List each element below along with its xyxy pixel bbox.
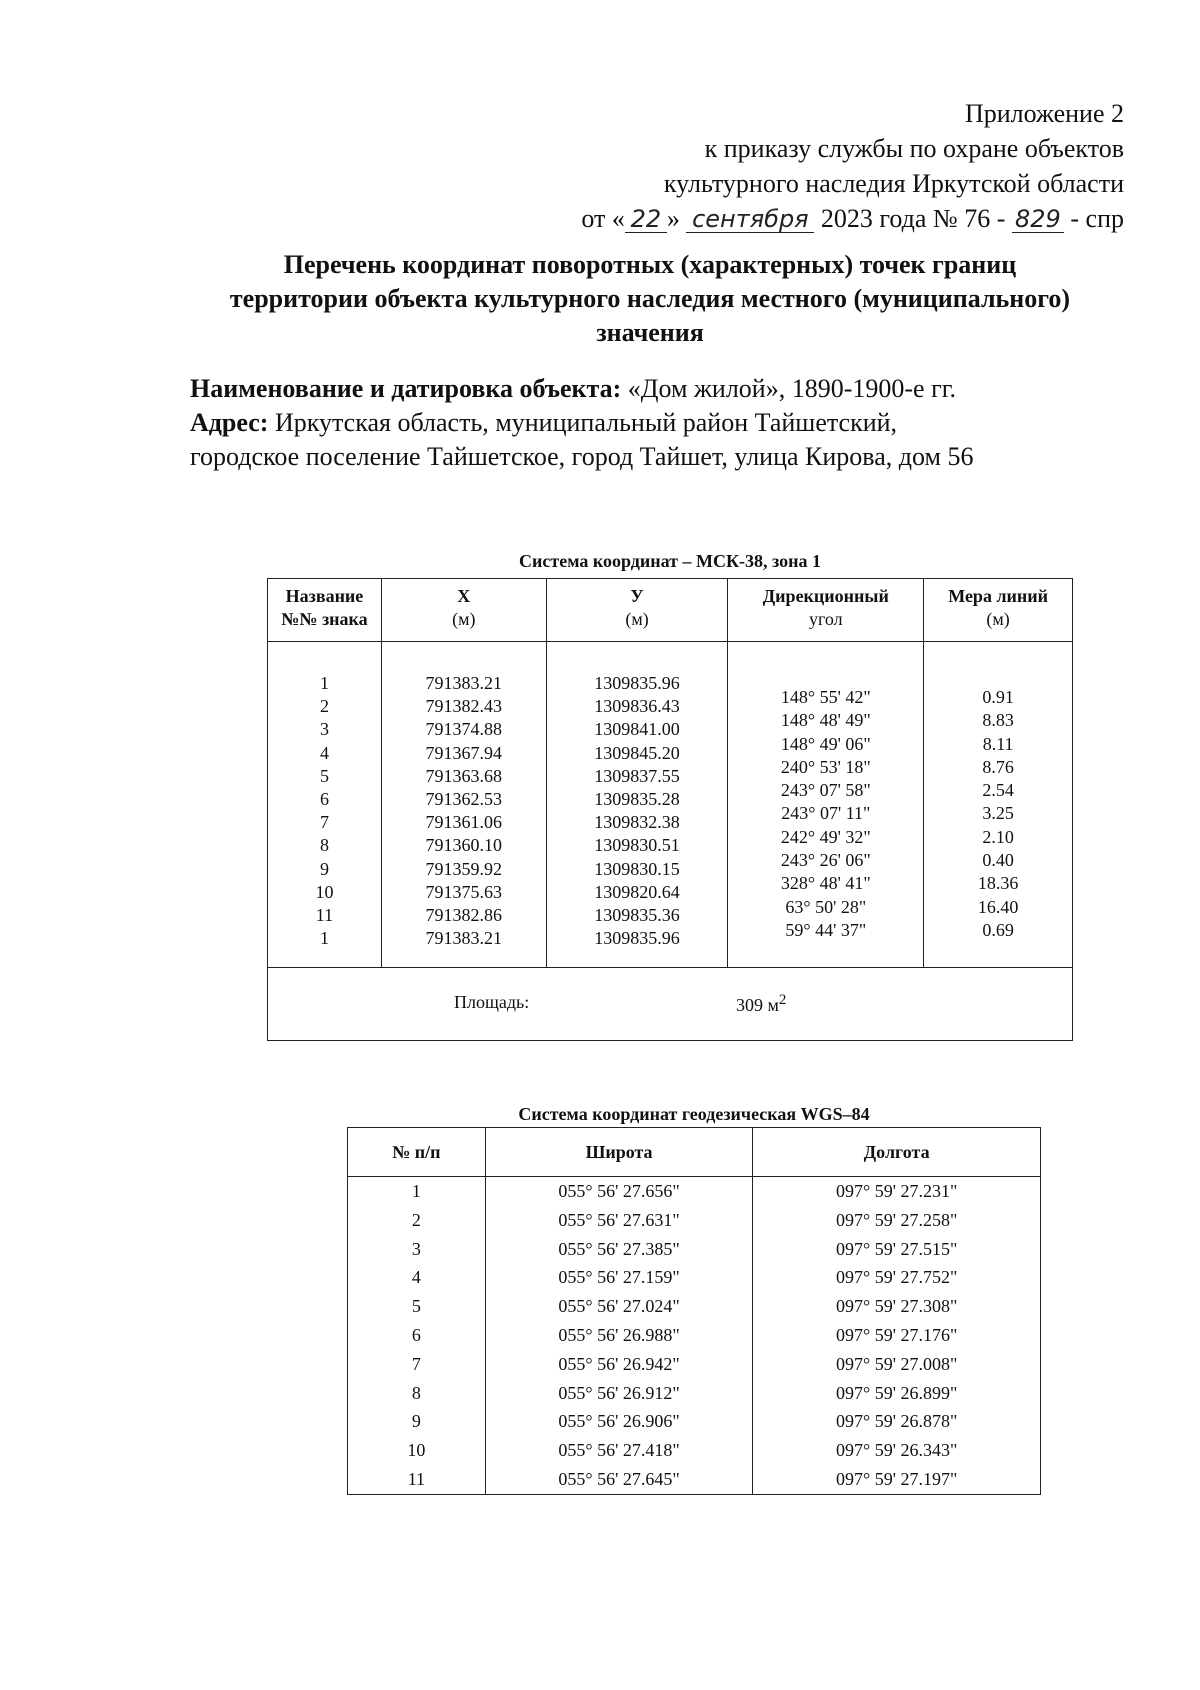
latitude-cell: 055° 56' 27.645" — [485, 1465, 753, 1494]
order-number-handwritten: 829 — [1012, 206, 1064, 233]
row-number-cell: 10 — [348, 1436, 486, 1465]
y-coordinate-cell: 1309830.51 — [594, 835, 680, 856]
point-number-cell: 6 — [319, 789, 329, 810]
x-coordinate-cell: 791361.06 — [425, 812, 503, 833]
header-latitude: Широта — [485, 1128, 753, 1177]
date-prefix: от « — [581, 204, 625, 233]
direction-angle-cell: 328° 48' 41" — [780, 873, 871, 894]
table-row — [348, 1321, 1041, 1350]
x-coordinate-cell: 791363.68 — [425, 765, 503, 786]
longitude-cell: 097° 59' 26.878" — [753, 1407, 1041, 1436]
longitude-cell: 097° 59' 26.899" — [753, 1379, 1041, 1408]
table-row — [348, 1177, 1041, 1206]
line-length-cell: 16.40 — [977, 896, 1019, 917]
longitude-cell: 097° 59' 27.515" — [753, 1235, 1041, 1264]
title-line-3: значения — [596, 318, 704, 347]
msk-coordinates-table — [267, 578, 1073, 1041]
document-title — [170, 248, 1130, 350]
table-row — [348, 1235, 1041, 1264]
row-number-cell: 7 — [348, 1350, 486, 1379]
direction-angle-cell: 59° 44' 37" — [785, 919, 867, 940]
y-coordinate-cell: 1309835.36 — [594, 905, 680, 926]
header-direction-angle: Дирекционный угол — [728, 579, 924, 642]
line-length-cell: 3.25 — [982, 803, 1014, 824]
date-day-handwritten: 22 — [625, 206, 667, 233]
row-number-cell: 4 — [348, 1263, 486, 1292]
x-coordinate-cell: 791359.92 — [425, 858, 503, 879]
title-line-2: территории объекта культурного наследия местного (муниципального) — [229, 284, 1071, 313]
row-number-cell: 3 — [348, 1235, 486, 1264]
y-coordinate-cell: 1309841.00 — [594, 719, 680, 740]
object-name-label: Наименование и датировка объекта: — [190, 374, 622, 403]
point-number-cell: 3 — [319, 719, 329, 740]
angle-column — [728, 642, 924, 968]
point-number-cell: 4 — [319, 742, 329, 763]
point-number-cell: 1 — [319, 928, 329, 949]
latitude-cell: 055° 56' 27.631" — [485, 1206, 753, 1235]
appendix-line-3: культурного наследия Иркутской области — [663, 169, 1124, 198]
direction-angle-cell: 148° 48' 49" — [780, 710, 871, 731]
table-header-row — [268, 579, 1073, 642]
header-x: X (м) — [381, 579, 546, 642]
row-number-cell: 5 — [348, 1292, 486, 1321]
longitude-cell: 097° 59' 27.197" — [753, 1465, 1041, 1494]
longitude-cell: 097° 59' 26.343" — [753, 1436, 1041, 1465]
points-column — [268, 642, 382, 968]
row-number-cell: 2 — [348, 1206, 486, 1235]
latitude-cell: 055° 56' 27.656" — [485, 1177, 753, 1206]
point-number-cell: 11 — [315, 905, 334, 926]
line-length-cell: 8.83 — [982, 710, 1014, 731]
longitude-cell: 097° 59' 27.258" — [753, 1206, 1041, 1235]
length-column — [924, 642, 1073, 968]
area-row — [268, 968, 1073, 1041]
latitude-cell: 055° 56' 27.024" — [485, 1292, 753, 1321]
area-cell — [268, 968, 1073, 1041]
appendix-line-2: к приказу службы по охране объектов — [704, 134, 1124, 163]
latitude-cell: 055° 56' 27.418" — [485, 1436, 753, 1465]
point-number-cell: 1 — [319, 673, 329, 693]
x-coordinate-cell: 791383.21 — [425, 673, 503, 693]
row-number-cell: 6 — [348, 1321, 486, 1350]
area-label: Площадь: — [454, 992, 530, 1012]
row-number-cell: 11 — [348, 1465, 486, 1494]
direction-angle-cell: 63° 50' 28" — [785, 896, 867, 917]
direction-angle-cell: 148° 49' 06" — [780, 733, 871, 754]
direction-angle-cell: 242° 49' 32" — [780, 826, 871, 847]
x-coordinate-cell: 791362.53 — [425, 789, 503, 810]
direction-angle-cell: 243° 07' 58" — [780, 780, 871, 801]
line-length-cell: 18.36 — [977, 873, 1019, 894]
header-point-name: Название №№ знака — [268, 579, 382, 642]
latitude-cell: 055° 56' 27.159" — [485, 1263, 753, 1292]
line-length-cell: 8.76 — [982, 756, 1014, 777]
longitude-cell: 097° 59' 27.231" — [753, 1177, 1041, 1206]
object-name-value: «Дом жилой», 1890-1900-е гг. — [627, 374, 956, 403]
y-coordinate-cell: 1309820.64 — [594, 881, 680, 902]
object-info — [190, 372, 1130, 474]
longitude-cell: 097° 59' 27.308" — [753, 1292, 1041, 1321]
appendix-header — [444, 96, 1124, 236]
latitude-cell: 055° 56' 26.988" — [485, 1321, 753, 1350]
x-coordinate-cell: 791375.63 — [425, 881, 503, 902]
order-date-line — [444, 201, 1124, 236]
line-length-cell: 8.11 — [982, 733, 1014, 754]
point-number-cell: 9 — [319, 858, 329, 879]
address-line-2: городское поселение Тайшетское, город Тайшет, улица Кирова, дом 56 — [190, 442, 974, 471]
x-coordinate-cell: 791374.88 — [425, 719, 503, 740]
table-row — [348, 1436, 1041, 1465]
latitude-cell: 055° 56' 26.942" — [485, 1350, 753, 1379]
latitude-cell: 055° 56' 26.912" — [485, 1379, 753, 1408]
direction-angle-cell: 148° 55' 42" — [780, 687, 871, 707]
point-number-cell: 7 — [319, 812, 329, 833]
y-coordinate-cell: 1309832.38 — [594, 812, 680, 833]
x-coordinate-cell: 791360.10 — [425, 835, 503, 856]
line-length-cell: 0.40 — [982, 850, 1014, 871]
address-line-1 — [190, 406, 1130, 440]
longitude-cell: 097° 59' 27.176" — [753, 1321, 1041, 1350]
x-coordinate-cell: 791382.43 — [425, 696, 503, 717]
x-coordinate-cell: 791367.94 — [425, 742, 503, 763]
table-row — [348, 1407, 1041, 1436]
direction-angle-cell: 240° 53' 18" — [780, 756, 871, 777]
direction-angle-cell: 243° 07' 11" — [781, 803, 871, 824]
table-row — [348, 1379, 1041, 1408]
address-word: область, — [397, 408, 489, 437]
point-number-cell: 10 — [315, 881, 334, 902]
x-coordinate-cell: 791382.86 — [425, 905, 503, 926]
msk-table-caption: Система координат – МСК-38, зона 1 — [519, 551, 821, 571]
row-number-cell: 9 — [348, 1407, 486, 1436]
x-coordinate-cell: 791383.21 — [425, 928, 503, 949]
point-number-cell: 8 — [319, 835, 329, 856]
point-number-cell: 2 — [319, 696, 329, 717]
y-coordinate-cell: 1309835.96 — [594, 673, 680, 693]
y-coordinate-cell: 1309835.96 — [594, 928, 680, 949]
point-number-cell: 5 — [319, 765, 329, 786]
header-line-length: Мера линий (м) — [924, 579, 1073, 642]
line-length-cell: 2.54 — [982, 780, 1014, 801]
appendix-line-1: Приложение 2 — [964, 99, 1124, 128]
wgs-table-caption: Система координат геодезическая WGS–84 — [518, 1104, 870, 1124]
object-name-line — [190, 372, 1130, 406]
date-month-handwritten: сентября — [686, 206, 814, 233]
direction-angle-cell: 243° 26' 06" — [780, 850, 871, 871]
line-length-cell: 0.91 — [982, 687, 1014, 707]
address-word: муниципальный — [495, 408, 677, 437]
table-row — [348, 1292, 1041, 1321]
table-row — [348, 1465, 1041, 1494]
y-coordinate-cell: 1309830.15 — [594, 858, 680, 879]
row-number-cell: 8 — [348, 1379, 486, 1408]
date-year-text: 2023 года № 76 - — [820, 204, 1006, 233]
address-word: Иркутская — [274, 408, 391, 437]
longitude-cell: 097° 59' 27.008" — [753, 1350, 1041, 1379]
longitude-cell: 097° 59' 27.752" — [753, 1263, 1041, 1292]
table-header-row — [348, 1128, 1041, 1177]
address-word: район — [682, 408, 749, 437]
address-word: Тайшетский, — [754, 408, 898, 437]
line-length-cell: 0.69 — [982, 919, 1014, 940]
table-row — [348, 1206, 1041, 1235]
wgs-coordinates-table — [347, 1127, 1041, 1495]
table-row — [348, 1350, 1041, 1379]
date-mid: » — [666, 204, 680, 233]
latitude-cell: 055° 56' 26.906" — [485, 1407, 753, 1436]
order-suffix: - спр — [1070, 204, 1124, 233]
y-coordinate-cell: 1309845.20 — [594, 742, 680, 763]
x-column — [381, 642, 546, 968]
address-label: Адрес: — [190, 408, 269, 437]
y-coordinate-cell: 1309837.55 — [594, 765, 680, 786]
area-value: 309 $м^2$ — [736, 992, 787, 1015]
line-length-cell: 2.10 — [982, 826, 1014, 847]
y-coordinate-cell: 1309836.43 — [594, 696, 680, 717]
header-number: № п/п — [348, 1128, 486, 1177]
latitude-cell: 055° 56' 27.385" — [485, 1235, 753, 1264]
header-longitude: Долгота — [753, 1128, 1041, 1177]
y-column — [546, 642, 728, 968]
table-row — [348, 1263, 1041, 1292]
row-number-cell: 1 — [348, 1177, 486, 1206]
header-y: У (м) — [546, 579, 728, 642]
y-coordinate-cell: 1309835.28 — [594, 789, 680, 810]
title-line-1: Перечень координат поворотных (характерных) точек границ — [283, 250, 1017, 279]
table-body-row — [268, 642, 1073, 968]
